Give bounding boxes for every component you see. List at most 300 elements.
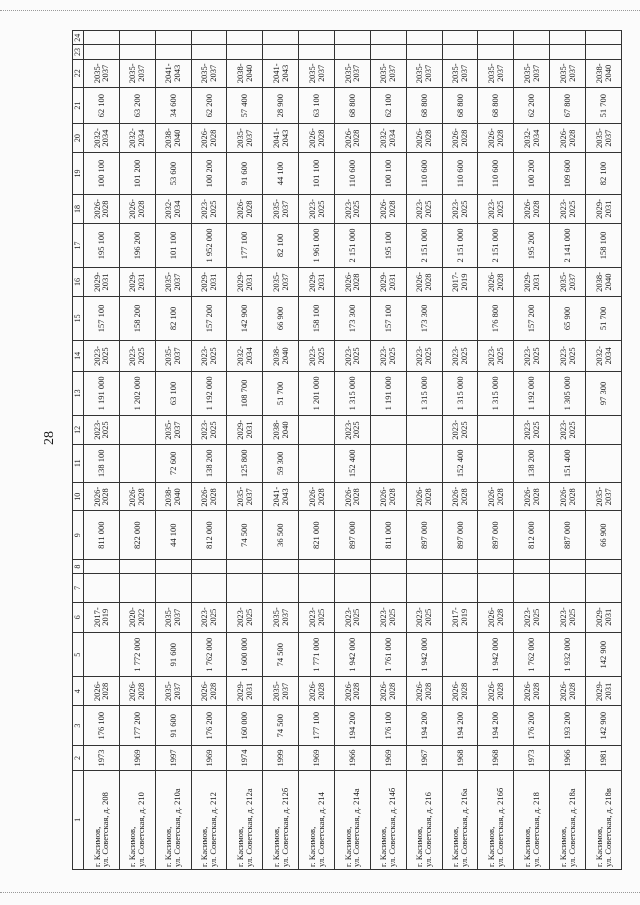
table-cell [370,560,406,574]
table-cell: 1 762 000 [191,632,227,677]
table-cell: 1967 [406,746,442,770]
address-cell: г. Касимов, ул. Советская, д. 212б [263,770,299,869]
table-row [84,31,120,870]
table-row [263,31,299,870]
table-row [191,31,227,870]
table-cell: 91 600 [227,152,263,195]
table-cell [406,574,442,602]
table-cell: 811 000 [84,511,120,560]
header-cell: 14 [73,341,84,371]
table-cell: 1 202 000 [119,371,155,416]
table-cell [586,444,622,483]
table-cell: 176 800 [478,296,514,341]
table-cell: 2035- 2037 [335,59,371,87]
header-cell: 1 [73,770,84,869]
table-cell: 2023- 2025 [335,341,371,371]
table-cell: 2041- 2043 [263,124,299,152]
table-cell: 2026- 2028 [514,195,550,223]
table-cell: 53 600 [155,152,191,195]
table-cell: 2017- 2019 [84,602,120,632]
table-cell: 110 600 [442,152,478,195]
table-cell: 1 952 000 [191,223,227,268]
table-cell [406,416,442,444]
table-cell: 1 771 000 [299,632,335,677]
table-cell: 152 400 [442,444,478,483]
table-cell: 68 800 [478,87,514,123]
table-cell: 1 961 000 [299,223,335,268]
table-cell: 2023- 2025 [335,602,371,632]
table-cell: 63 100 [299,87,335,123]
table-cell [442,296,478,341]
table-cell: 2041- 2043 [263,483,299,511]
table-cell: 67 800 [550,87,586,123]
table-cell [478,560,514,574]
table-cell: 157 100 [370,296,406,341]
table-cell [119,574,155,602]
table-cell [514,31,550,45]
table-cell [155,31,191,45]
table-cell: 173 300 [335,296,371,341]
table-cell [370,45,406,59]
table-cell: 2026- 2028 [335,677,371,705]
table-cell [263,45,299,59]
table-cell: 2023- 2025 [514,602,550,632]
table-cell [478,31,514,45]
table-cell: 2035- 2037 [586,124,622,152]
table-cell [586,416,622,444]
header-cell: 12 [73,416,84,444]
table-cell: 2023- 2025 [550,341,586,371]
table-cell [406,45,442,59]
table-cell [263,560,299,574]
table-cell: 44 100 [155,511,191,560]
table-cell: 822 000 [119,511,155,560]
table-cell [191,45,227,59]
table-cell: 2026- 2028 [442,124,478,152]
table-cell: 2023- 2025 [191,341,227,371]
table-cell: 1 315 000 [442,371,478,416]
table-cell: 195 100 [370,223,406,268]
table-cell: 1969 [191,746,227,770]
table-cell [586,45,622,59]
table-cell: 2029- 2031 [370,268,406,296]
table-cell [442,31,478,45]
table-cell: 2026- 2028 [478,602,514,632]
table-cell: 59 300 [263,444,299,483]
table-cell: 2017- 2019 [442,602,478,632]
table-cell: 194 200 [406,705,442,746]
table-cell: 2023- 2025 [478,341,514,371]
table-cell: 2023- 2025 [191,602,227,632]
table-cell: 812 000 [191,511,227,560]
table-cell: 66 900 [263,296,299,341]
table-cell [550,45,586,59]
table-cell: 1 191 000 [84,371,120,416]
table-row [119,31,155,870]
table-cell: 2038- 2040 [586,59,622,87]
table-cell: 2026- 2028 [406,483,442,511]
table-cell: 2035- 2037 [263,268,299,296]
address-cell: г. Касимов, ул. Советская, д. 216а [442,770,478,869]
table-cell: 1 942 000 [406,632,442,677]
table-cell: 2026- 2028 [442,677,478,705]
table-row [586,31,622,870]
table-cell: 2023- 2025 [370,341,406,371]
table-cell: 2023- 2025 [550,416,586,444]
table-cell: 2026- 2028 [84,483,120,511]
table-cell: 2026- 2028 [335,268,371,296]
table-cell [263,31,299,45]
table-cell: 74 500 [263,705,299,746]
table-cell [299,574,335,602]
table-cell: 2 151 000 [406,223,442,268]
table-row [550,31,586,870]
table-cell: 142 900 [227,296,263,341]
table-cell: 2035- 2037 [155,416,191,444]
table-cell: 151 400 [550,444,586,483]
table-cell: 2023- 2025 [514,341,550,371]
header-row [73,31,84,870]
table-cell: 2029- 2031 [191,268,227,296]
table-cell: 2035- 2037 [155,677,191,705]
table-cell: 2026- 2028 [406,268,442,296]
table-cell: 176 100 [84,705,120,746]
table-cell: 82 100 [586,152,622,195]
table-row [299,31,335,870]
table-cell: 1 772 000 [119,632,155,677]
table-cell: 2026- 2028 [478,268,514,296]
table-cell: 158 100 [299,296,335,341]
header-cell: 20 [73,124,84,152]
table-cell [299,444,335,483]
table-cell: 2029- 2031 [586,602,622,632]
table-cell: 2023- 2025 [550,602,586,632]
table-cell [406,444,442,483]
table-cell: 1 192 000 [191,371,227,416]
table-cell [299,560,335,574]
table-cell: 72 600 [155,444,191,483]
table-cell: 2 151 000 [442,223,478,268]
table-cell [442,45,478,59]
header-cell: 13 [73,371,84,416]
header-cell: 3 [73,705,84,746]
table-cell: 2023- 2025 [550,195,586,223]
table-cell: 2026- 2028 [227,195,263,223]
table-cell: 897 000 [442,511,478,560]
table-cell: 2026- 2028 [84,677,120,705]
table-cell: 2026- 2028 [191,483,227,511]
table-cell: 2023- 2025 [335,416,371,444]
table-cell: 157 200 [514,296,550,341]
address-cell: г. Касимов, ул. Советская, д. 214а [335,770,371,869]
table-cell: 897 000 [478,511,514,560]
table-cell: 57 400 [227,87,263,123]
table-cell [514,45,550,59]
table-cell: 2023- 2025 [299,602,335,632]
address-cell: г. Касимов, ул. Советская, д. 216 [406,770,442,869]
table-cell: 2041- 2043 [263,59,299,87]
table-cell [335,560,371,574]
header-cell: 2 [73,746,84,770]
table-cell: 2026- 2028 [119,195,155,223]
table-cell: 2026- 2028 [550,677,586,705]
table-cell: 138 200 [514,444,550,483]
table-cell: 108 700 [227,371,263,416]
header-cell: 19 [73,152,84,195]
table-cell [84,632,120,677]
table-cell: 2035- 2037 [370,59,406,87]
table-cell: 2038- 2040 [227,59,263,87]
header-cell: 11 [73,444,84,483]
table-cell [370,574,406,602]
table-cell [227,574,263,602]
table-cell: 2026- 2028 [119,677,155,705]
table-cell: 2029- 2031 [227,268,263,296]
address-cell: г. Касимов, ул. Советская, д. 214 [299,770,335,869]
table-cell [191,560,227,574]
table-cell: 2023- 2025 [227,602,263,632]
table-sheet [72,30,622,870]
table-cell: 196 200 [119,223,155,268]
table-cell: 1 932 000 [550,632,586,677]
table-cell [586,31,622,45]
table-cell [119,444,155,483]
table-cell [155,574,191,602]
table-cell: 62 100 [370,87,406,123]
table-cell: 63 100 [155,371,191,416]
table-cell: 2032- 2034 [84,124,120,152]
table-cell: 68 800 [406,87,442,123]
table-cell [335,574,371,602]
table-cell: 109 600 [550,152,586,195]
table-cell: 2035- 2037 [191,59,227,87]
table-cell: 2029- 2031 [227,416,263,444]
table-cell: 2017- 2019 [442,268,478,296]
table-cell: 82 100 [155,296,191,341]
table-cell [550,31,586,45]
header-cell: 4 [73,677,84,705]
table-cell: 157 200 [191,296,227,341]
table-cell: 34 600 [155,87,191,123]
table-cell: 2035- 2037 [442,59,478,87]
table-cell: 2035- 2037 [155,341,191,371]
table-cell: 138 100 [84,444,120,483]
header-cell: 9 [73,511,84,560]
table-cell: 157 100 [84,296,120,341]
table-cell: 2026- 2028 [370,483,406,511]
table-cell: 101 200 [119,152,155,195]
header-cell: 5 [73,632,84,677]
table-cell: 51 700 [586,87,622,123]
table-cell: 1 600 000 [227,632,263,677]
table-cell: 2035- 2037 [406,59,442,87]
address-cell: г. Касимов, ул. Советская, д. 210а [155,770,191,869]
page-number: 28 [42,431,57,445]
table-cell: 74 500 [227,511,263,560]
table-cell: 2026- 2028 [550,124,586,152]
table-cell: 897 000 [406,511,442,560]
table-cell: 2035- 2037 [478,59,514,87]
table-cell: 2026- 2028 [550,483,586,511]
table-cell: 2038- 2040 [155,124,191,152]
table-cell: 158 200 [119,296,155,341]
address-cell: г. Касимов, ул. Советская, д. 216б [478,770,514,869]
table-cell: 2026- 2028 [335,483,371,511]
table-cell: 1969 [119,746,155,770]
table-cell: 100 200 [191,152,227,195]
header-cell: 7 [73,574,84,602]
table-cell: 2023- 2025 [335,195,371,223]
table-cell: 2035- 2037 [514,59,550,87]
table-cell: 2035- 2037 [586,483,622,511]
table-cell [191,31,227,45]
table-cell: 1968 [442,746,478,770]
table-cell: 2035- 2037 [119,59,155,87]
scan-noise-top [0,10,640,11]
table-cell: 2023- 2025 [442,341,478,371]
table-cell [155,45,191,59]
table-cell: 2029- 2031 [586,677,622,705]
header-cell: 8 [73,560,84,574]
table-cell: 887 000 [550,511,586,560]
table-row [227,31,263,870]
table-cell: 1 192 000 [514,371,550,416]
table-cell: 1 315 000 [335,371,371,416]
table-cell: 2023- 2025 [442,416,478,444]
table-cell [335,45,371,59]
table-row [406,31,442,870]
table-row [442,31,478,870]
table-cell: 74 500 [263,632,299,677]
table-cell [370,416,406,444]
table-cell: 2023- 2025 [406,195,442,223]
table-cell: 2 151 000 [478,223,514,268]
table-cell: 2026- 2028 [478,124,514,152]
address-cell: г. Касимов, ул. Советская, д. 214б [370,770,406,869]
table-cell: 2026- 2028 [406,677,442,705]
table-cell: 2026- 2028 [514,677,550,705]
table-cell [227,560,263,574]
table-row [335,31,371,870]
address-cell: г. Касимов, ул. Советская, д. 212а [227,770,263,869]
table-cell: 1973 [84,746,120,770]
table-cell: 2023- 2025 [84,341,120,371]
table-cell: 2023- 2025 [299,341,335,371]
table-cell [299,31,335,45]
table-cell [299,416,335,444]
table-cell: 138 200 [191,444,227,483]
table-cell: 2026- 2028 [370,677,406,705]
table-cell: 2 151 000 [335,223,371,268]
table-cell: 51 700 [586,296,622,341]
table-cell [370,444,406,483]
table-cell: 2035- 2037 [550,59,586,87]
table-cell [335,31,371,45]
table-body [84,31,622,870]
table-cell: 2026- 2028 [119,483,155,511]
table-cell: 2023- 2025 [370,602,406,632]
table-cell: 65 900 [550,296,586,341]
table-cell [478,416,514,444]
table-cell: 2023- 2025 [478,195,514,223]
table-cell [478,45,514,59]
address-cell: г. Касимов, ул. Советская, д. 212 [191,770,227,869]
table-cell: 51 700 [263,371,299,416]
table-cell [84,31,120,45]
table-cell: 160 000 [227,705,263,746]
table-cell: 2035- 2037 [263,677,299,705]
table-cell: 2026- 2028 [84,195,120,223]
table-cell: 2038- 2040 [155,483,191,511]
table-cell: 2026- 2028 [299,483,335,511]
table-cell: 62 200 [514,87,550,123]
table-cell [155,560,191,574]
table-cell [370,31,406,45]
table-cell: 2038- 2040 [263,341,299,371]
table-row [478,31,514,870]
table-cell: 2029- 2031 [514,268,550,296]
table-cell: 44 100 [263,152,299,195]
table-cell: 195 100 [84,223,120,268]
table-cell: 110 600 [478,152,514,195]
table-cell [442,574,478,602]
table-cell: 194 200 [478,705,514,746]
table-cell: 62 100 [84,87,120,123]
table-cell: 66 900 [586,511,622,560]
table-cell: 2023- 2025 [84,416,120,444]
table-cell: 2020- 2022 [119,602,155,632]
table-cell: 100 100 [370,152,406,195]
table-cell: 177 100 [227,223,263,268]
table-cell [442,632,478,677]
header-cell: 6 [73,602,84,632]
table-cell: 152 400 [335,444,371,483]
table-cell: 2023- 2025 [406,602,442,632]
table-cell: 68 800 [442,87,478,123]
table-cell: 2026- 2028 [335,124,371,152]
table-cell [406,31,442,45]
table-cell [514,574,550,602]
table-row [370,31,406,870]
table-cell: 2035- 2037 [227,124,263,152]
table-cell: 1981 [586,746,622,770]
table-cell: 2026- 2028 [478,483,514,511]
table-cell: 2023- 2025 [191,416,227,444]
header-cell: 16 [73,268,84,296]
table-cell: 1997 [155,746,191,770]
address-cell: г. Касимов, ул. Советская, д. 218в [586,770,622,869]
table-cell: 176 100 [370,705,406,746]
table-cell: 2026- 2028 [191,677,227,705]
table-cell: 177 200 [119,705,155,746]
table-cell: 142 900 [586,705,622,746]
table-cell [84,45,120,59]
table-cell: 1 201 000 [299,371,335,416]
table-cell: 1968 [478,746,514,770]
table-cell: 2035- 2037 [155,602,191,632]
table-cell: 2026- 2028 [478,677,514,705]
table-cell: 2032- 2034 [155,195,191,223]
table-cell: 1969 [299,746,335,770]
table-cell: 2041- 2043 [155,59,191,87]
table-cell: 2035- 2037 [263,602,299,632]
table-cell: 2032- 2034 [514,124,550,152]
table-cell: 2026- 2028 [299,677,335,705]
table-cell: 68 800 [335,87,371,123]
table-cell: 28 900 [263,87,299,123]
header-cell: 10 [73,483,84,511]
table-cell [550,574,586,602]
